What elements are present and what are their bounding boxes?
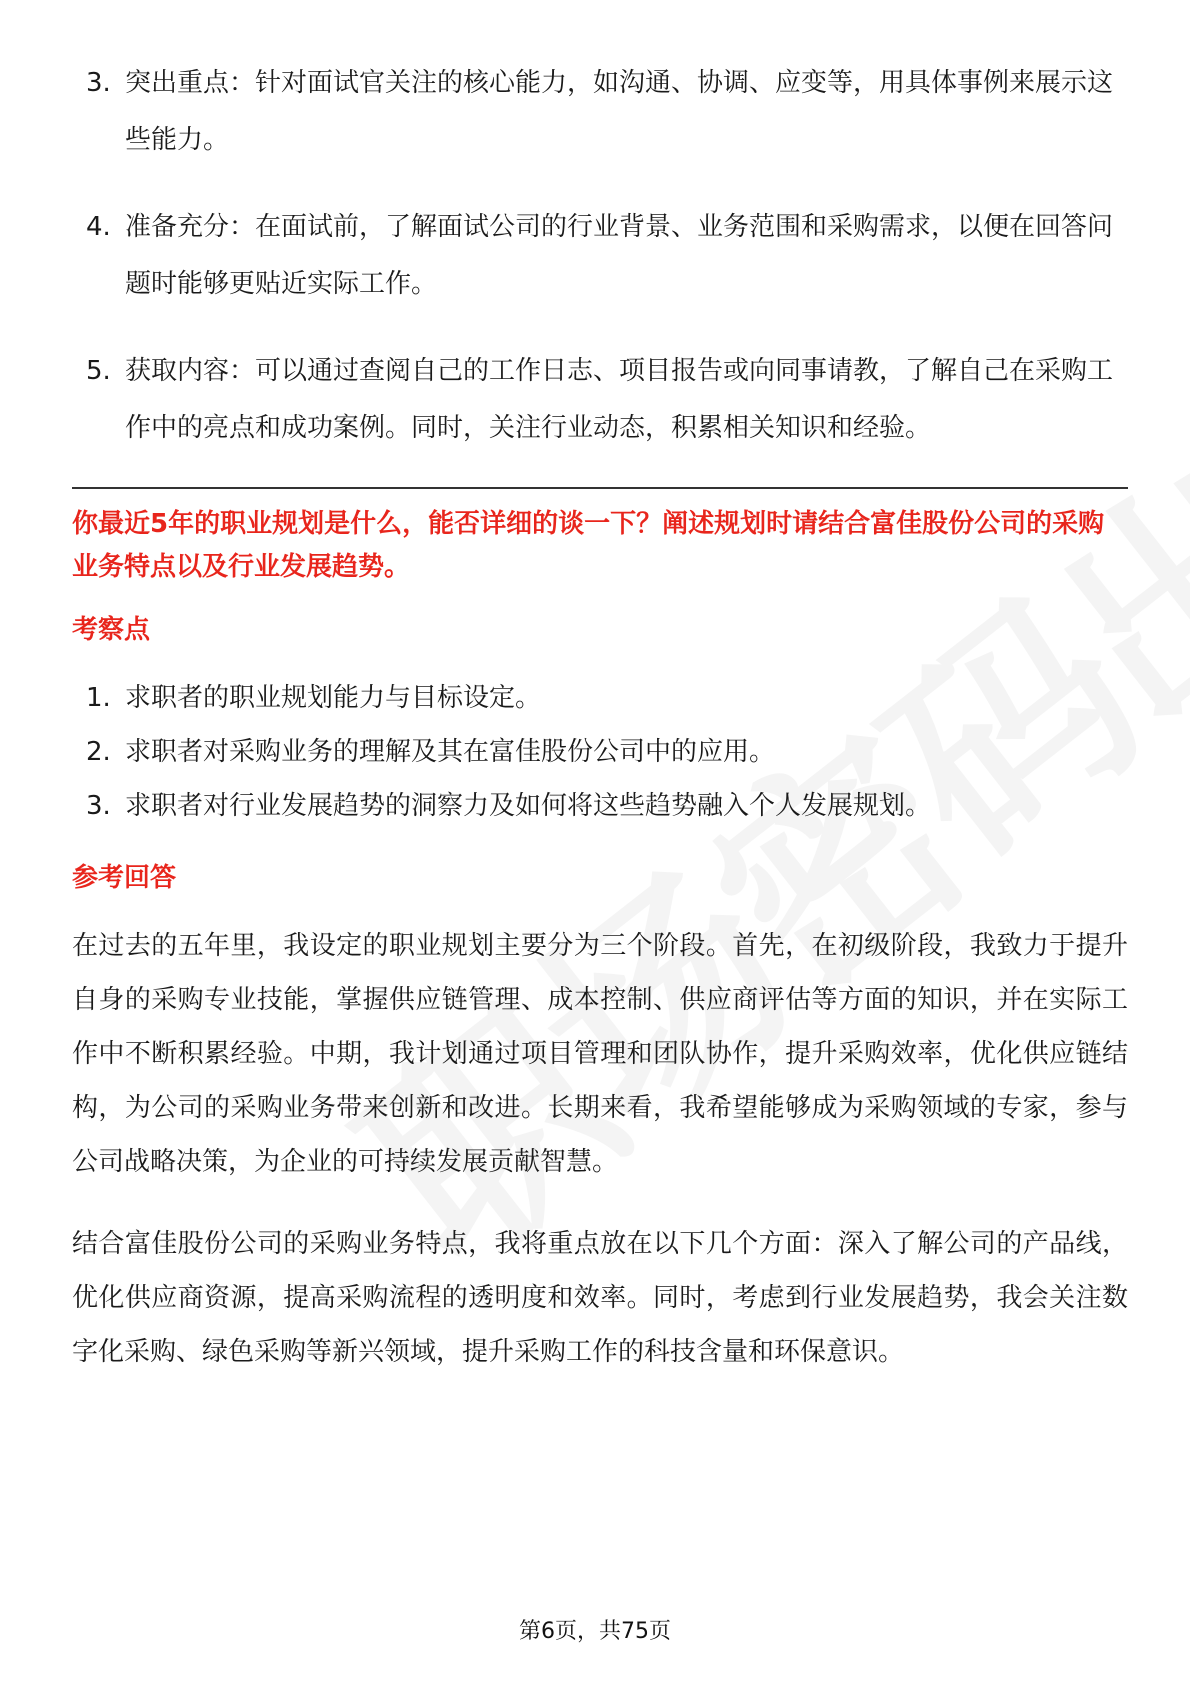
tip-item (72, 55, 1128, 169)
section-divider (72, 487, 1128, 489)
examination-points-list (72, 671, 1128, 833)
answer-paragraph: 结合富佳股份公司的采购业务特点，我将重点放在以下几个方面：深入了解公司的产品线，优化供应商资源，提高采购流程的透明度和效率。同时，考虑到行业发展趋势，我会关注数字化采购、绿色采购等新兴领域，提升采购工作的科技含量和环保意识。 (72, 1229, 1128, 1367)
answer-paragraph: 在过去的五年里，我设定的职业规划主要分为三个阶段。首先，在初级阶段，我致力于提升自身的采购专业技能，掌握供应链管理、成本控制、供应商评估等方面的知识，并在实际工作中不断积累经验。中期，我计划通过项目管理和团队协作，提升采购效率，优化供应链结构，为公司的采购业务带来创新和改进。长期来看，我希望能够成为采购领域的专家，参与公司战略决策，为企业的可持续发展贡献智慧。 (72, 931, 1128, 1177)
point-text: 求职者的职业规划能力与目标设定。 (125, 683, 542, 713)
tip-text: 准备充分：在面试前，了解面试公司的行业背景、业务范围和采购需求，以便在回答问题时能够更贴近实际工作。 (125, 212, 1114, 299)
tip-number: 3. (86, 68, 111, 98)
examination-point (72, 725, 1128, 779)
tip-item (72, 199, 1128, 313)
tip-number: 4. (86, 212, 111, 242)
answer-heading: 参考回答 (72, 863, 177, 893)
point-number: 1. (86, 683, 111, 713)
point-text: 求职者对行业发展趋势的洞察力及如何将这些趋势融入个人发展规划。 (125, 791, 932, 821)
examination-heading: 考察点 (72, 615, 151, 645)
tip-text: 获取内容：可以通过查阅自己的工作日志、项目报告或向同事请教，了解自己在采购工作中的亮点和成功案例。同时，关注行业动态，积累相关知识和经验。 (125, 356, 1114, 443)
point-text: 求职者对采购业务的理解及其在富佳股份公司中的应用。 (125, 737, 776, 767)
page-content (72, 55, 1128, 1407)
point-number: 2. (86, 737, 111, 767)
examination-point (72, 779, 1128, 833)
tips-list (72, 55, 1128, 457)
point-number: 3. (86, 791, 111, 821)
tip-number: 5. (86, 356, 111, 386)
tip-item (72, 343, 1128, 457)
page-number: 第6页，共75页 (519, 1619, 671, 1644)
tip-text: 突出重点：针对面试官关注的核心能力，如沟通、协调、应变等，用具体事例来展示这些能力。 (125, 68, 1114, 155)
examination-point (72, 671, 1128, 725)
interview-question: 你最近5年的职业规划是什么，能否详细的谈一下？阐述规划时请结合富佳股份公司的采购业务特点以及行业发展趋势。 (72, 509, 1105, 582)
